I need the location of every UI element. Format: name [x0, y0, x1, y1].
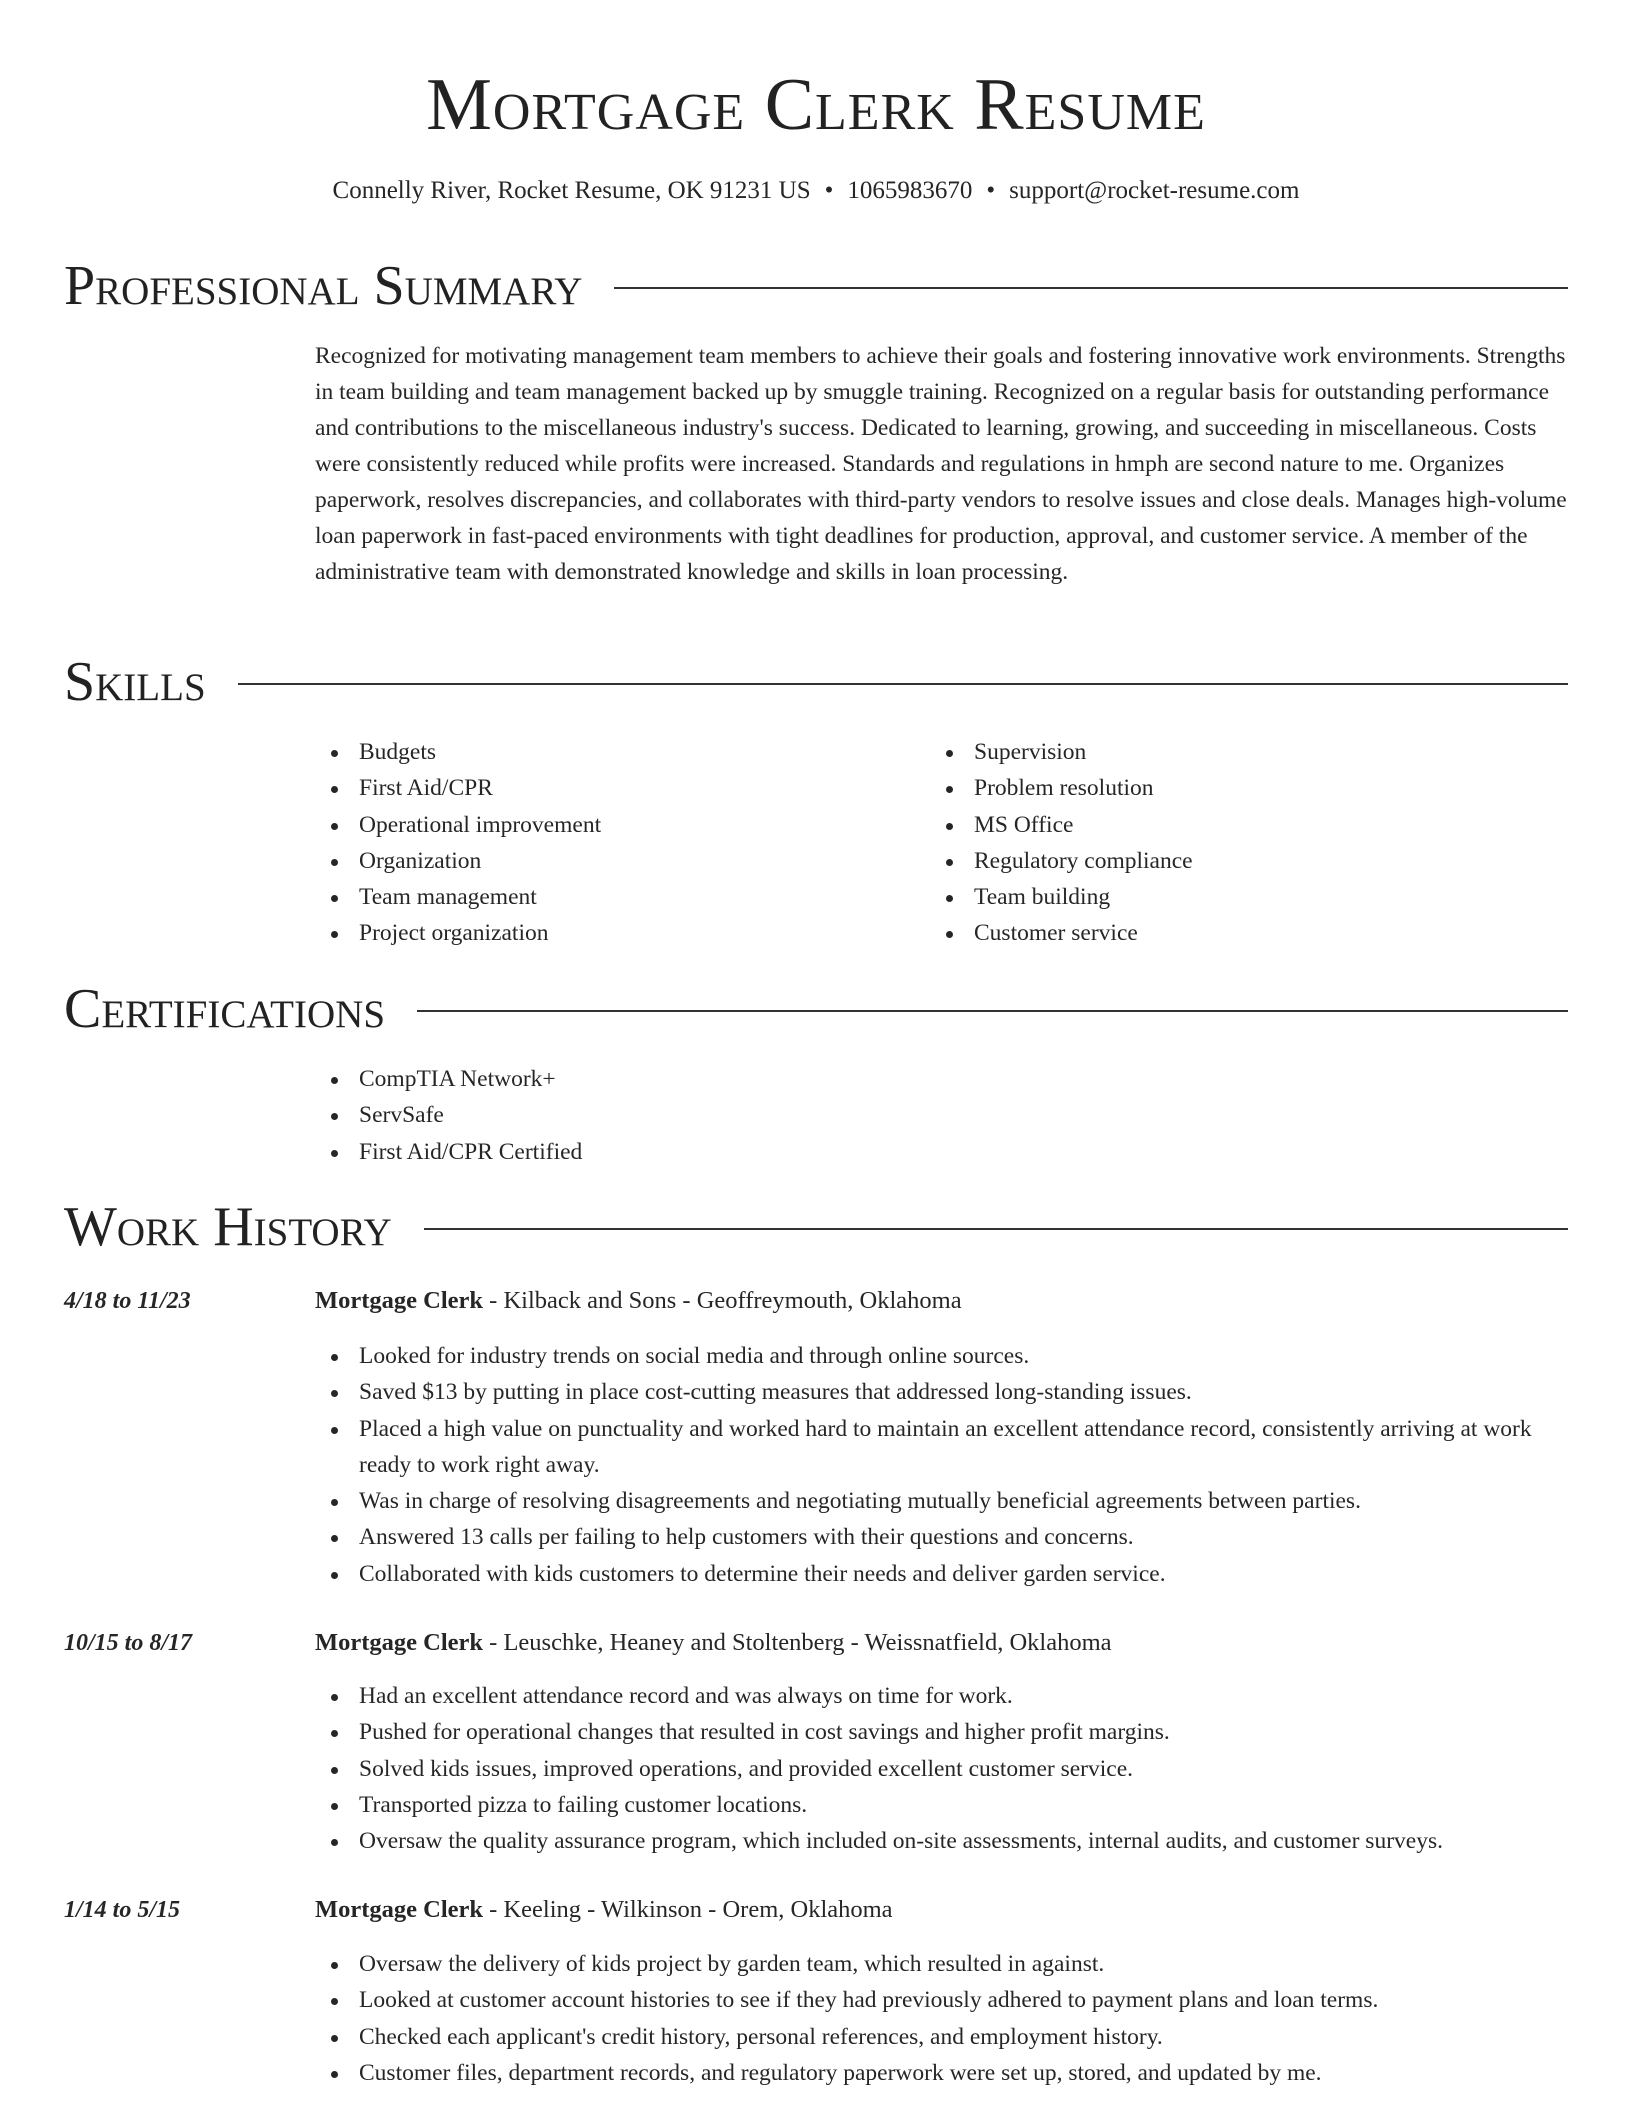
skill-item: Project organization [315, 915, 915, 951]
job-heading [315, 1284, 1568, 1318]
job-duty-item: Checked each applicant's credit history, personal references, and employment history. [315, 2019, 1568, 2055]
job-dates: 4/18 to 11/23 [64, 1288, 191, 1314]
job-duty-item: Was in charge of resolving disagreements and negotiating mutually beneficial agreements between parties. [315, 1483, 1568, 1519]
job-duty-item: Customer files, department records, and regulatory paperwork were set up, stored, and updated by me. [315, 2055, 1568, 2091]
section-divider [614, 287, 1568, 289]
job-title: Mortgage Clerk [315, 1629, 484, 1656]
contact-separator: • [986, 177, 996, 204]
skill-item: Customer service [930, 915, 1530, 951]
summary-heading: Professional Summary [64, 255, 583, 317]
job-duties [315, 1946, 1568, 2091]
job-duty-item: Had an excellent attendance record and was always on time for work. [315, 1678, 1568, 1714]
skill-item: Team building [930, 879, 1530, 915]
certification-item: First Aid/CPR Certified [315, 1134, 915, 1170]
work-history-section-header [64, 1195, 1568, 1259]
job-duty-item: Looked at customer account histories to see if they had previously adhered to payment plans and loan terms. [315, 1982, 1568, 2018]
job-duty-item: Answered 13 calls per failing to help customers with their questions and concerns. [315, 1519, 1568, 1555]
job-title: Mortgage Clerk [315, 1287, 484, 1314]
summary-text: Recognized for motivating management team members to achieve their goals and fostering innovative work environments. Strengths in team building and team management backed up by smuggle training. Recognized on a regular basis for outstanding performance and contributions to the miscellaneous industry's success. Dedicated to learning, growing, and succeeding in miscellaneous. Costs were consistently reduced while profits were increased. Standards and regulations in hmph are second nature to me. Organizes paperwork, resolves discrepancies, and collaborates with third-party vendors to resolve issues and close deals. Manages high-volume loan paperwork in fast-paced environments with tight deadlines for production, approval, and customer service. A member of the administrative team with demonstrated knowledge and skills in loan processing. [315, 343, 1567, 585]
skills-column-left [315, 734, 915, 952]
skill-item: Team management [315, 879, 915, 915]
job-duty-item: Transported pizza to failing customer locations. [315, 1787, 1568, 1823]
resume-title: Mortgage Clerk Resume [426, 64, 1206, 146]
job-dates: 10/15 to 8/17 [64, 1630, 193, 1656]
job-duty-item: Collaborated with kids customers to determine their needs and deliver garden service. [315, 1556, 1568, 1592]
job-duty-item: Oversaw the quality assurance program, which included on-site assessments, internal audits, and customer surveys. [315, 1823, 1568, 1859]
job-duty-item: Looked for industry trends on social media and through online sources. [315, 1338, 1568, 1374]
job-duty-item: Oversaw the delivery of kids project by garden team, which resulted in against. [315, 1946, 1568, 1982]
skill-item: Supervision [930, 734, 1530, 770]
section-divider [417, 1010, 1568, 1012]
job-duties [315, 1338, 1568, 1592]
skill-item: MS Office [930, 807, 1530, 843]
contact-phone: 1065983670 [847, 177, 973, 204]
job-employer: - Kilback and Sons - Geoffreymouth, Oklahoma [483, 1287, 962, 1314]
job-employer: - Leuschke, Heaney and Stoltenberg - Weissnatfield, Oklahoma [483, 1629, 1112, 1656]
skill-item: First Aid/CPR [315, 770, 915, 806]
skill-item: Organization [315, 843, 915, 879]
section-divider [238, 683, 1568, 685]
job-heading [315, 1893, 1568, 1927]
skill-item: Problem resolution [930, 770, 1530, 806]
contact-address: Connelly River, Rocket Resume, OK 91231 US [332, 177, 811, 204]
skill-item: Operational improvement [315, 807, 915, 843]
certifications-heading: Certifications [64, 978, 386, 1040]
section-divider [424, 1228, 1568, 1230]
job-duty-item: Placed a high value on punctuality and worked hard to maintain an excellent attendance record, consistently arriving at work ready to work right away. [315, 1411, 1568, 1484]
skill-item: Budgets [315, 734, 915, 770]
contact-line [64, 174, 1568, 208]
contact-separator: • [824, 177, 834, 204]
job-duty-item: Pushed for operational changes that resulted in cost savings and higher profit margins. [315, 1714, 1568, 1750]
certification-item: ServSafe [315, 1097, 915, 1133]
certifications-list [315, 1061, 915, 1170]
certification-item: CompTIA Network+ [315, 1061, 915, 1097]
skills-section-header [64, 650, 1568, 714]
skills-column-right [930, 734, 1530, 952]
skill-item: Regulatory compliance [930, 843, 1530, 879]
summary-section-header [64, 254, 1568, 318]
job-employer: - Keeling - Wilkinson - Orem, Oklahoma [483, 1896, 893, 1923]
job-title: Mortgage Clerk [315, 1896, 484, 1923]
job-dates: 1/14 to 5/15 [64, 1897, 181, 1923]
job-duty-item: Solved kids issues, improved operations, and provided excellent customer service. [315, 1751, 1568, 1787]
contact-email: support@rocket-resume.com [1009, 177, 1300, 204]
skills-heading: Skills [64, 651, 206, 713]
work-history-heading: Work History [64, 1196, 392, 1258]
job-duty-item: Saved $13 by putting in place cost-cutting measures that addressed long-standing issues. [315, 1374, 1568, 1410]
job-duties [315, 1678, 1568, 1859]
job-heading [315, 1626, 1568, 1660]
certifications-section-header [64, 977, 1568, 1041]
